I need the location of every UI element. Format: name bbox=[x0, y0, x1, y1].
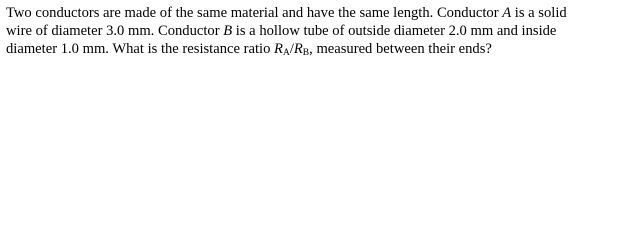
line-1-text-post: is a solid bbox=[511, 5, 567, 21]
ratio-denominator-subscript: B bbox=[302, 48, 310, 58]
line-2-text-pre: wire of diameter 3.0 mm. Conductor bbox=[6, 23, 224, 39]
ratio-numerator-subscript: A bbox=[282, 48, 290, 58]
question-line-2 bbox=[6, 22, 630, 40]
conductor-b-label: B bbox=[223, 23, 233, 39]
line-1-text-pre: Two conductors are made of the same material and have the same length. Conductor bbox=[6, 5, 503, 21]
line-3-text: diameter 1.0 mm. What is the resistance ratio bbox=[6, 41, 275, 57]
question-line-1 bbox=[6, 4, 630, 22]
resistance-ratio bbox=[274, 41, 309, 57]
ratio-slash: / bbox=[289, 41, 294, 57]
question-text bbox=[6, 4, 630, 58]
line-3-text-end: , measured between their ends? bbox=[309, 41, 492, 57]
question-line-3 bbox=[6, 40, 630, 58]
ratio-numerator: R bbox=[274, 41, 283, 57]
ratio-denominator: R bbox=[293, 41, 303, 57]
line-2-text-post: is a hollow tube of outside diameter 2.0 mm and inside bbox=[232, 23, 557, 39]
conductor-a-label: A bbox=[502, 5, 512, 21]
